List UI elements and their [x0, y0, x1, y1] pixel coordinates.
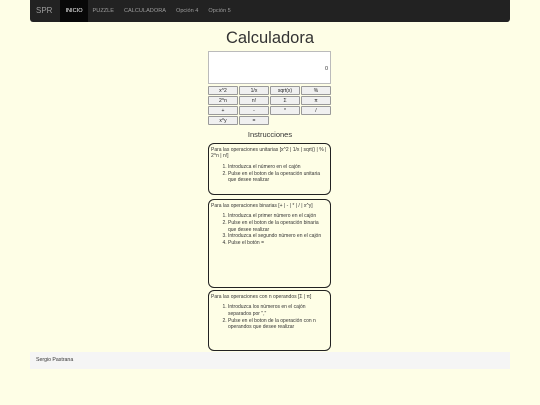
calculator-display[interactable]: 0	[208, 51, 331, 84]
reciprocal-button[interactable]: 1/x	[239, 86, 269, 95]
nary-instructions-box	[208, 290, 331, 351]
list-item: 1. Introduzca los números en el cajón separados por ","	[228, 304, 328, 317]
square-button[interactable]: x^2	[208, 86, 238, 95]
list-item: 2. Pulse en el boton de la operación binaria que desee realizar	[228, 220, 328, 233]
list-item: 2. Pulse en el boton de la operación unitaria que desee realizar	[228, 171, 328, 184]
unary-steps	[211, 164, 328, 184]
power-of-two-button[interactable]: 2^n	[208, 96, 238, 105]
unary-instructions-box	[208, 143, 331, 195]
nary-heading: Para las operaciones con n operandos [Σ | π]	[211, 294, 312, 300]
list-item: 1. Introduzca el número en el cajón	[228, 164, 328, 170]
factorial-button[interactable]: n!	[239, 96, 269, 105]
sqrt-button[interactable]: sqrt(x)	[270, 86, 300, 95]
subtract-button[interactable]: -	[239, 106, 269, 115]
navbar-brand[interactable]: SPR	[36, 6, 53, 15]
list-item: 2. Pulse en el boton de la operación con n operandos que desee realizar	[228, 318, 328, 331]
nav-item-opcion-5[interactable]: Opción 5	[208, 8, 231, 14]
add-button[interactable]: +	[208, 106, 238, 115]
percent-button[interactable]: %	[301, 86, 331, 95]
binary-instructions-box	[208, 199, 331, 288]
product-button[interactable]: π	[301, 96, 331, 105]
navbar	[30, 0, 510, 22]
list-item: 1. Introduzca el primer número en el cajón	[228, 213, 328, 219]
list-item: 4. Pulse el botón =	[228, 240, 328, 246]
equals-button[interactable]: =	[239, 116, 269, 125]
exponent-button[interactable]: x^y	[208, 116, 238, 125]
binary-heading: Para las operaciones binarias [+ | - | * | / | x^y]	[211, 203, 313, 209]
nary-steps	[211, 304, 328, 330]
sum-button[interactable]: Σ	[270, 96, 300, 105]
nav-item-puzzle[interactable]: PUZZLE	[92, 8, 114, 14]
instructions-title: Instrucciones	[247, 130, 293, 139]
divide-button[interactable]: /	[301, 106, 331, 115]
list-item: 3. Introduzca el segundo número en el cajón	[228, 233, 328, 239]
unary-heading: Para las operaciones unitarias [x^2 | 1/x | sqrt() | % | 2^n | n!]	[211, 147, 327, 160]
footer: Sergio Pastrana	[30, 352, 510, 369]
binary-steps	[211, 213, 328, 246]
nav-item-opcion-4[interactable]: Opción 4	[175, 8, 199, 14]
multiply-button[interactable]: *	[270, 106, 300, 115]
page-title: Calculadora	[225, 29, 315, 47]
nav-item-inicio[interactable]: INICIO	[60, 0, 87, 22]
nav-item-calculadora[interactable]: CALCULADORA	[124, 8, 166, 14]
